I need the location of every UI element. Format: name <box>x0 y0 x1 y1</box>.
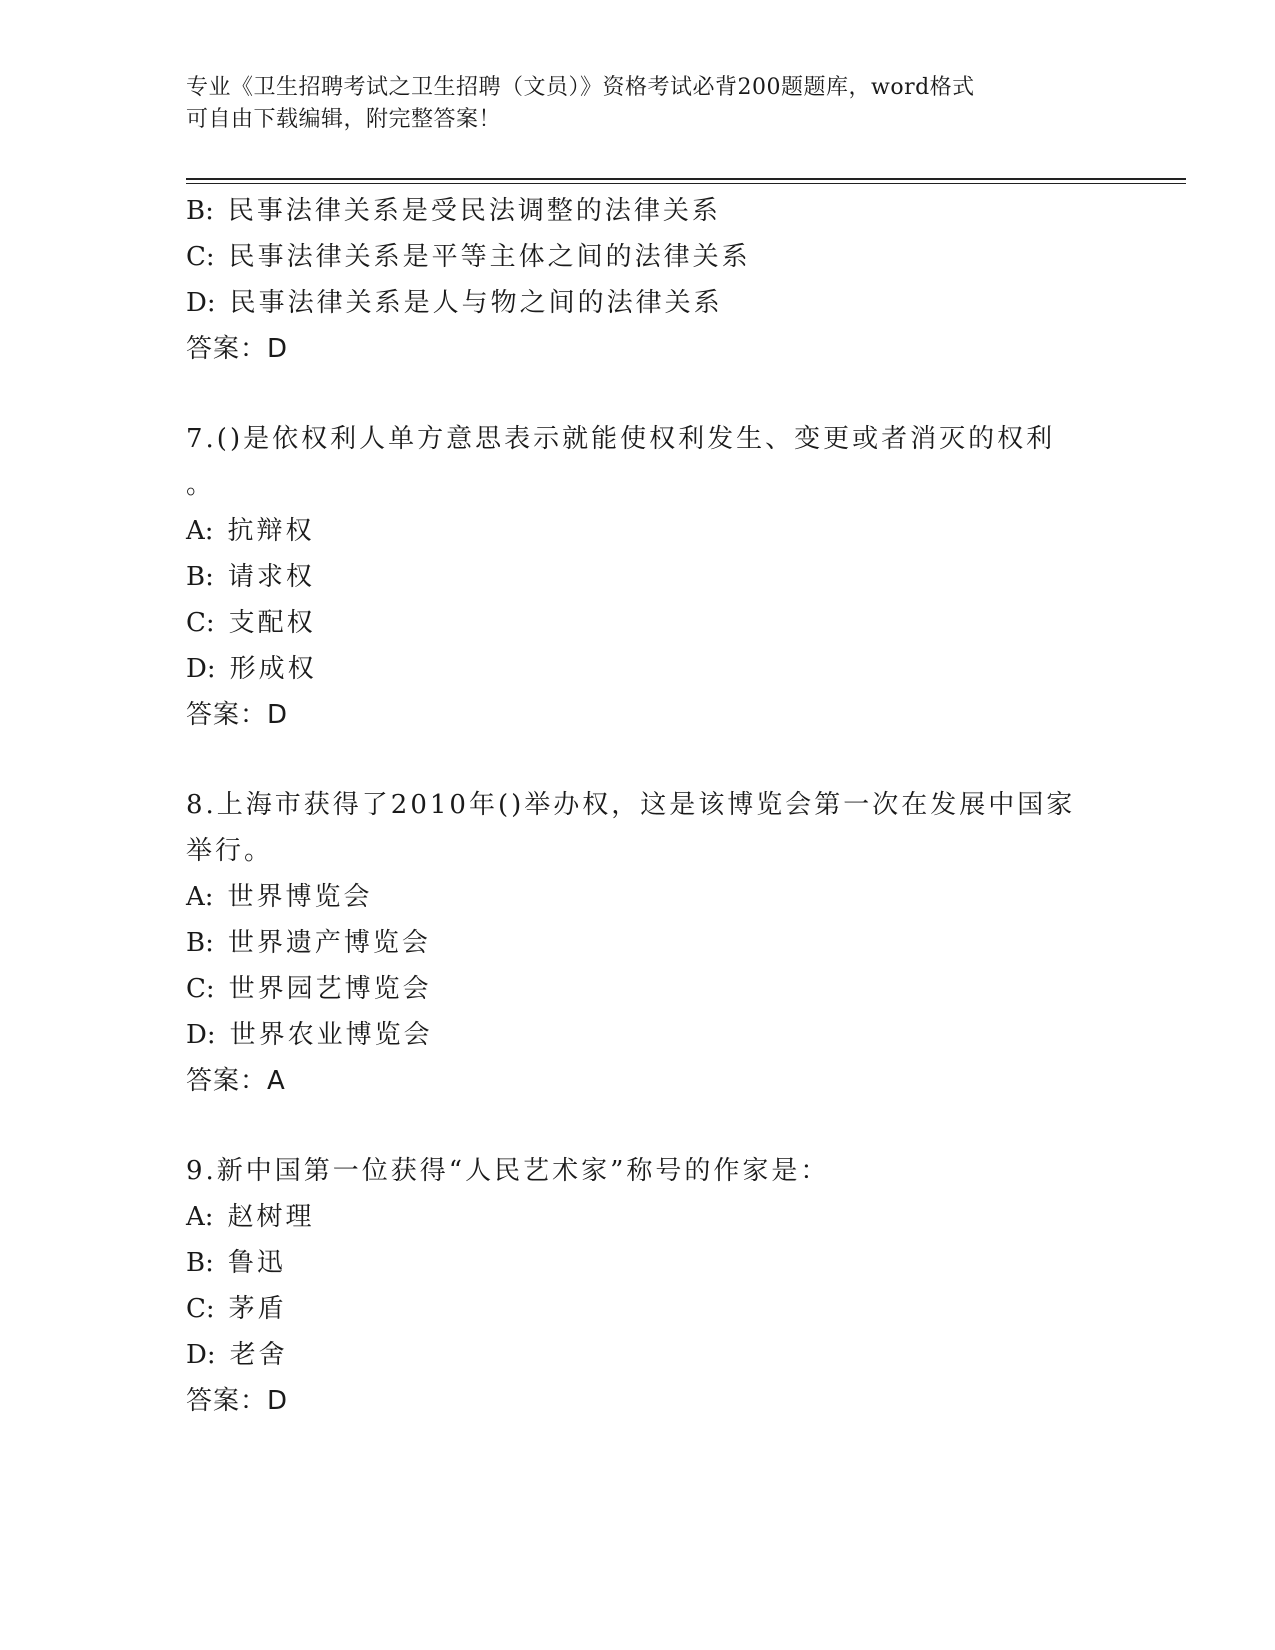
option-b: B: 鲁迅 <box>186 1248 286 1278</box>
option-b: B: 民事法律关系是受民法调整的法律关系 <box>186 196 721 226</box>
option-d: D: 老舍 <box>186 1340 288 1370</box>
answer-line: 答案：A <box>186 1066 286 1096</box>
option-d: D: 形成权 <box>186 654 317 684</box>
option-c: C: 世界园艺博览会 <box>186 974 432 1004</box>
option-d: D: 民事法律关系是人与物之间的法律关系 <box>186 288 723 318</box>
option-a: A: 赵树理 <box>186 1202 315 1232</box>
header-divider-thin <box>186 183 1186 184</box>
option-c: C: 民事法律关系是平等主体之间的法律关系 <box>186 242 751 272</box>
question-7 <box>186 416 1086 738</box>
question-list <box>186 188 1086 1424</box>
question-text-line-1: 8.上海市获得了2010年()举办权，这是该博览会第一次在发展中国家 <box>186 790 1076 820</box>
option-c: C: 茅盾 <box>186 1294 287 1324</box>
option-d: D: 世界农业博览会 <box>186 1020 433 1050</box>
question-text-line-1: 7.()是依权利人单方意思表示就能使权利发生、变更或者消灭的权利 <box>186 424 1056 454</box>
question-8 <box>186 782 1086 1104</box>
question-text-line-1: 9.新中国第一位获得“人民艺术家”称号的作家是： <box>186 1156 830 1186</box>
question-text-line-2: 。 <box>186 470 216 500</box>
header-line-1: 专业《卫生招聘考试之卫生招聘（文员）》资格考试必背200题题库，word格式 <box>186 75 975 100</box>
option-b: B: 请求权 <box>186 562 315 592</box>
answer-line: 答案：D <box>186 1386 289 1416</box>
option-b: B: 世界遗产博览会 <box>186 928 431 958</box>
question-9 <box>186 1148 1086 1424</box>
answer-line: 答案：D <box>186 700 289 730</box>
option-a: A: 世界博览会 <box>186 882 373 912</box>
header-divider-thick <box>186 178 1186 180</box>
header-line-2: 可自由下载编辑，附完整答案！ <box>186 107 502 132</box>
question-text-line-2: 举行。 <box>186 836 274 866</box>
question-6-tail <box>186 188 1086 372</box>
option-c: C: 支配权 <box>186 608 316 638</box>
document-header <box>186 72 1066 136</box>
option-a: A: 抗辩权 <box>186 516 315 546</box>
answer-line: 答案：D <box>186 334 289 364</box>
